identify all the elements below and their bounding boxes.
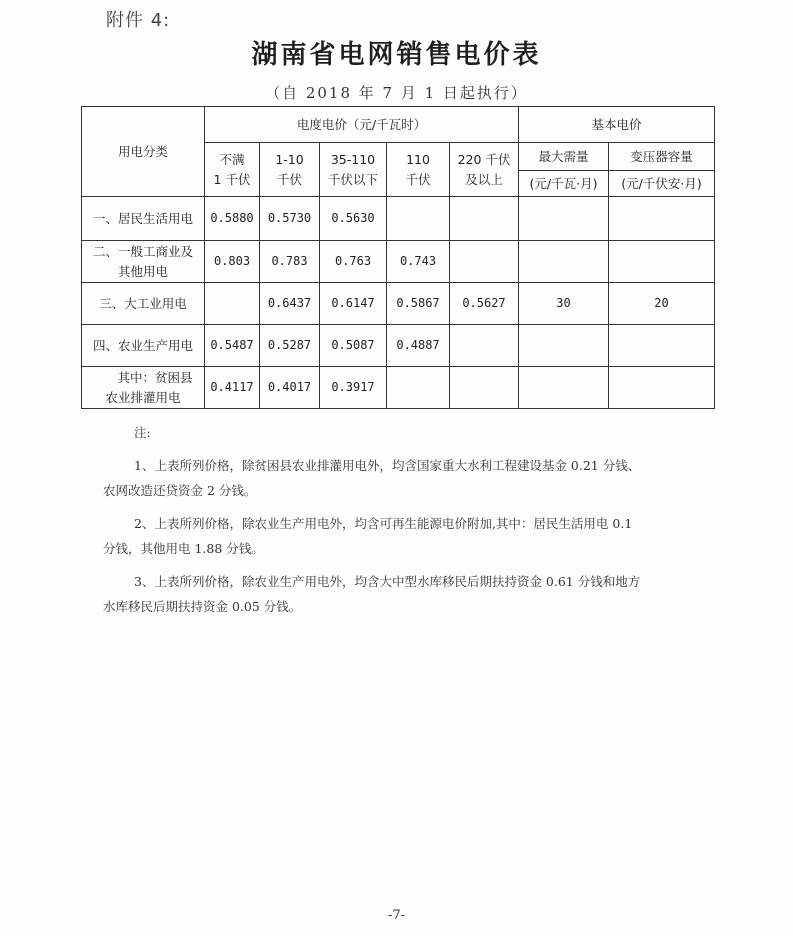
price-cell: 0.783: [260, 241, 320, 283]
voltage-header: 110 千伏: [387, 143, 450, 197]
row-label: 一、居民生活用电: [82, 197, 205, 241]
page-number: -7-: [387, 908, 406, 923]
price-cell: 0.5627: [450, 283, 519, 325]
transformer-capacity-unit: (元/千伏安·月): [609, 171, 715, 197]
category-header: 用电分类: [82, 107, 205, 197]
table-row: [82, 325, 715, 367]
note-item: 3、上表所列价格，除农业生产用电外，均含大中型水库移民后期扶持资金 0.61 分钱和地方 水库移民后期扶持资金 0.05 分钱。: [103, 574, 641, 614]
price-cell: [609, 367, 715, 409]
table-row: [82, 197, 715, 241]
voltage-header: 35-110 千伏以下: [320, 143, 387, 197]
price-cell: [450, 325, 519, 367]
price-table: [81, 106, 715, 409]
attachment-label: 附件 4:: [106, 10, 171, 31]
price-cell: [609, 197, 715, 241]
price-cell: [519, 197, 609, 241]
price-cell: [519, 325, 609, 367]
price-cell: [519, 367, 609, 409]
price-cell: 0.3917: [320, 367, 387, 409]
notes-section: [103, 420, 706, 627]
max-demand-unit: (元/千瓦·月): [519, 171, 609, 197]
price-cell: 0.4017: [260, 367, 320, 409]
note-item: 2、上表所列价格，除农业生产用电外，均含可再生能源电价附加,其中：居民生活用电 0.1 分钱，其他用电 1.88 分钱。: [103, 516, 633, 556]
row-label: 其中：贫困县 农业排灌用电: [82, 367, 205, 409]
price-cell: 0.5730: [260, 197, 320, 241]
voltage-header: 220 千伏 及以上: [450, 143, 519, 197]
price-cell: [609, 325, 715, 367]
price-cell: 20: [609, 283, 715, 325]
basic-price-header: 基本电价: [519, 107, 715, 143]
price-cell: [387, 367, 450, 409]
table-row: [82, 367, 715, 409]
price-cell: 0.5087: [320, 325, 387, 367]
note-item: 1、上表所列价格，除贫困县农业排灌用电外，均含国家重大水利工程建设基金 0.21 分钱、 农网改造还贷资金 2 分钱。: [103, 458, 641, 498]
document-title: 湖南省电网销售电价表: [251, 40, 542, 70]
price-cell: 0.4117: [205, 367, 260, 409]
price-cell: 0.743: [387, 241, 450, 283]
notes-heading: 注:: [134, 425, 151, 440]
table-row: [82, 283, 715, 325]
price-cell: [450, 241, 519, 283]
price-cell: [205, 283, 260, 325]
price-cell: 0.4887: [387, 325, 450, 367]
table-row: [82, 241, 715, 283]
price-cell: 0.5287: [260, 325, 320, 367]
row-label: 二、一般工商业及 其他用电: [82, 241, 205, 283]
price-cell: [387, 197, 450, 241]
price-cell: 0.5867: [387, 283, 450, 325]
price-cell: 0.6437: [260, 283, 320, 325]
voltage-header: 1-10 千伏: [260, 143, 320, 197]
energy-price-header: 电度电价（元/千瓦时）: [205, 107, 519, 143]
price-cell: 0.763: [320, 241, 387, 283]
price-cell: 0.5487: [205, 325, 260, 367]
price-cell: 30: [519, 283, 609, 325]
row-label: 三、大工业用电: [82, 283, 205, 325]
document-subtitle: （自 2018 年 7 月 1 日起执行）: [265, 84, 528, 102]
price-cell: [609, 241, 715, 283]
row-label: 四、农业生产用电: [82, 325, 205, 367]
max-demand-header: 最大需量: [519, 143, 609, 171]
price-cell: [519, 241, 609, 283]
price-cell: 0.6147: [320, 283, 387, 325]
price-cell: 0.803: [205, 241, 260, 283]
price-cell: [450, 197, 519, 241]
voltage-header: 不满 1 千伏: [205, 143, 260, 197]
price-cell: [450, 367, 519, 409]
price-cell: 0.5880: [205, 197, 260, 241]
transformer-capacity-header: 变压器容量: [609, 143, 715, 171]
price-cell: 0.5630: [320, 197, 387, 241]
